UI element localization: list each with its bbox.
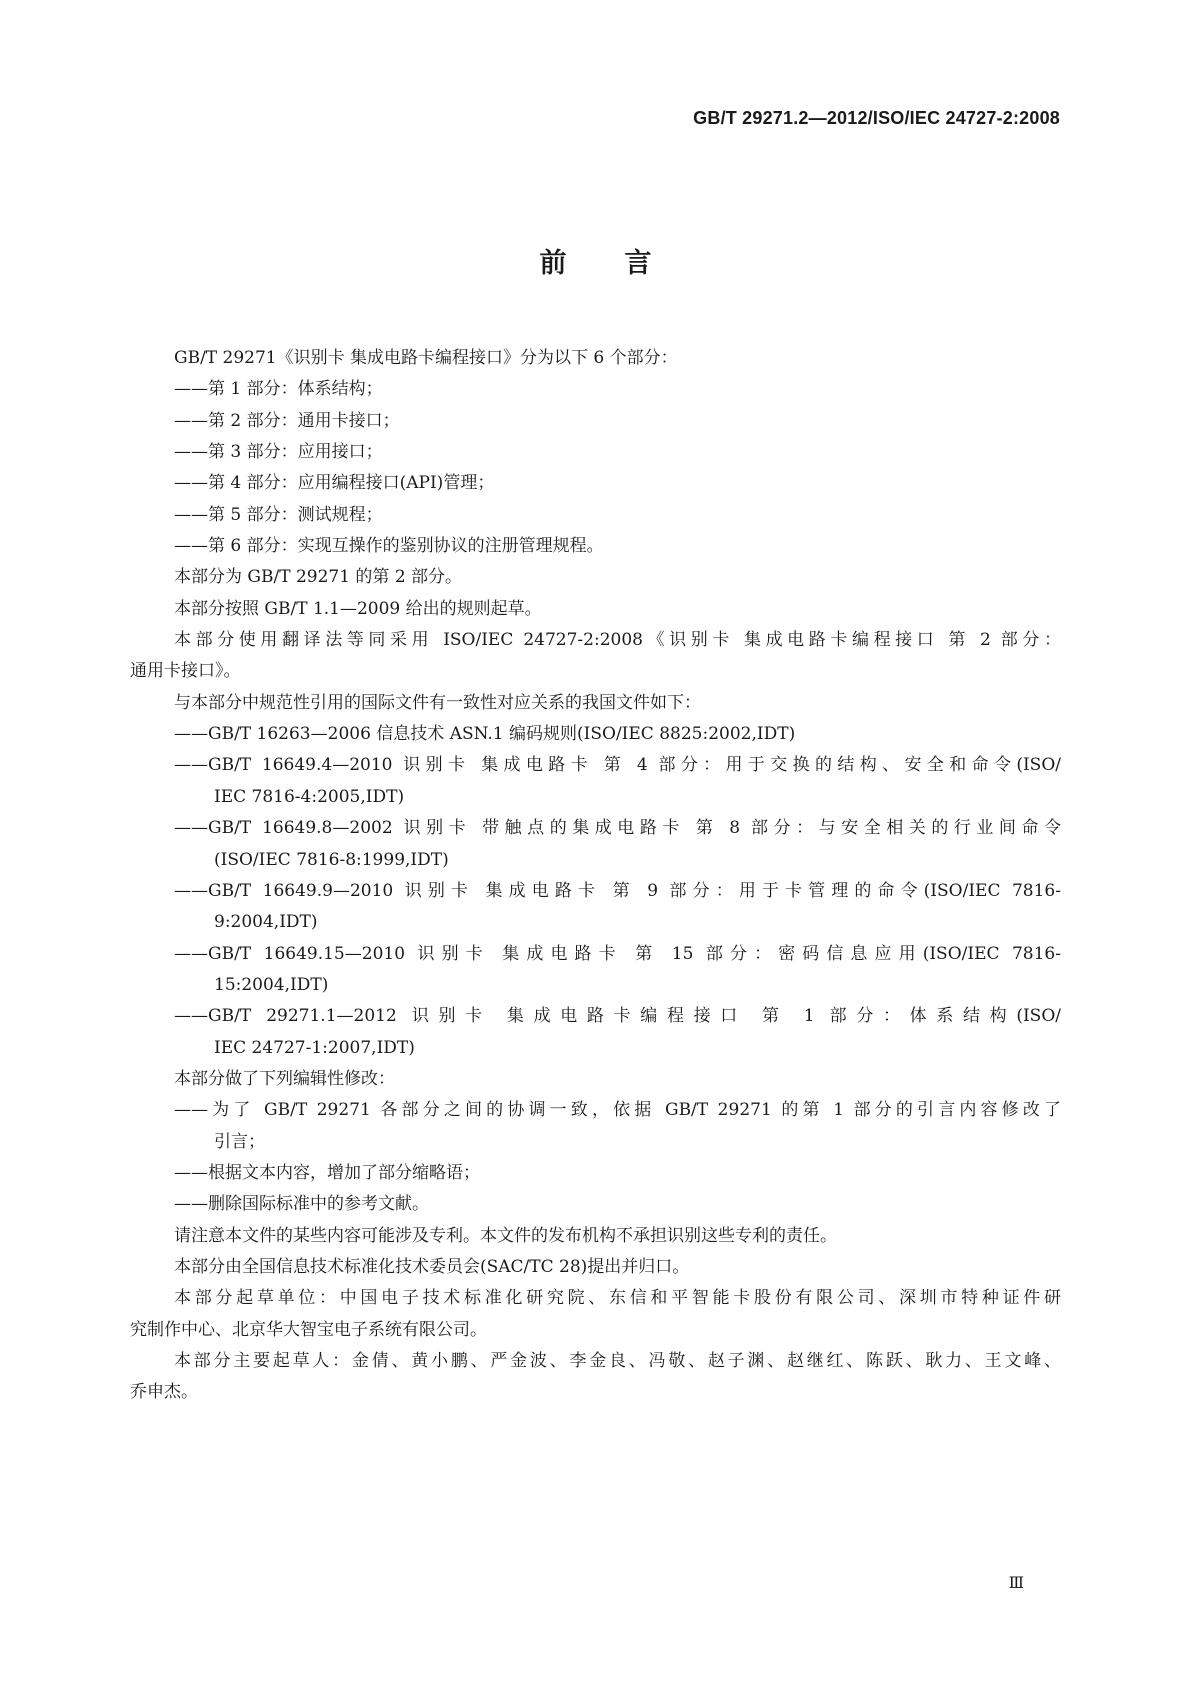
- reference-list-item-continued: IEC 7816-4:2005,IDT): [214, 786, 405, 807]
- page-number: Ⅲ: [1008, 1573, 1023, 1592]
- edit-list-item: ——删除国际标准中的参考文献。: [174, 1194, 429, 1215]
- paragraph-line: 请注意本文件的某些内容可能涉及专利。本文件的发布机构不承担识别这些专利的责任。: [174, 1225, 837, 1246]
- reference-list-item-continued: 15:2004,IDT): [214, 974, 329, 995]
- part-list-item: ——第 3 部分：应用接口；: [174, 442, 383, 463]
- paragraph-line: 本部分为 GB/T 29271 的第 2 部分。: [174, 567, 463, 588]
- foreword-body: [130, 343, 1061, 1409]
- paragraph-line: 本部分使用翻译法等同采用 ISO/IEC 24727-2:2008《识别卡 集成电路卡编程接口 第 2 部分：: [174, 630, 1061, 651]
- edit-list-item: ——为了 GB/T 29271 各部分之间的协调一致，依据 GB/T 29271 的第 1 部分的引言内容修改了: [174, 1100, 1061, 1121]
- paragraph-line: 本部分由全国信息技术标准化技术委员会(SAC/TC 28)提出并归口。: [174, 1256, 690, 1277]
- reference-list-item: ——GB/T 16649.9—2010 识别卡 集成电路卡 第 9 部分：用于卡管理的命令(ISO/IEC 7816-: [174, 880, 1061, 901]
- page-title: 前言: [539, 248, 710, 279]
- paragraph-line: 本部分按照 GB/T 1.1—2009 给出的规则起草。: [174, 598, 542, 619]
- reference-list-item-continued: 9:2004,IDT): [214, 912, 318, 933]
- reference-list-item: ——GB/T 16649.4—2010 识别卡 集成电路卡 第 4 部分：用于交换的结构、安全和命令(ISO/: [174, 755, 1061, 776]
- intro-parts-sentence: GB/T 29271《识别卡 集成电路卡编程接口》分为以下 6 个部分：: [174, 348, 678, 368]
- paragraph-line-continued: 乔申杰。: [130, 1382, 198, 1403]
- edit-list-item: ——根据文本内容，增加了部分缩略语；: [174, 1162, 480, 1183]
- paragraph-line: 本部分做了下列编辑性修改：: [174, 1068, 395, 1089]
- paragraph-line: 本部分起草单位：中国电子技术标准化研究院、东信和平智能卡股份有限公司、深圳市特种证件研: [174, 1288, 1061, 1309]
- reference-list-item: ——GB/T 16649.8—2002 识别卡 带触点的集成电路卡 第 8 部分：与安全相关的行业间命令: [174, 818, 1061, 839]
- part-list-item: ——第 5 部分：测试规程；: [174, 504, 383, 525]
- reference-list-item-continued: (ISO/IEC 7816-8:1999,IDT): [214, 849, 449, 870]
- paragraph-line-continued: 通用卡接口》。: [130, 661, 241, 682]
- reference-list-item: ——GB/T 16263—2006 信息技术 ASN.1 编码规则(ISO/IEC 8825:2002,IDT): [174, 724, 796, 745]
- edit-list-item-continued: 引言；: [214, 1131, 265, 1152]
- paragraph-line-continued: 究制作中心、北京华大智宝电子系统有限公司。: [130, 1319, 487, 1340]
- part-list-item: ——第 1 部分：体系结构；: [174, 379, 383, 400]
- paragraph-line: 与本部分中规范性引用的国际文件有一致性对应关系的我国文件如下：: [174, 692, 701, 713]
- part-list-item: ——第 2 部分：通用卡接口；: [174, 410, 400, 431]
- reference-list-item-continued: IEC 24727-1:2007,IDT): [214, 1037, 415, 1058]
- reference-list-item: ——GB/T 16649.15—2010 识别卡 集成电路卡 第 15 部分：密码信息应用(ISO/IEC 7816-: [174, 943, 1061, 964]
- paragraph-line: 本部分主要起草人：金倩、黄小鹏、严金波、李金良、冯敬、赵子渊、赵继红、陈跃、耿力、王文峰、: [174, 1351, 1061, 1371]
- part-list-item: ——第 6 部分：实现互操作的鉴别协议的注册管理规程。: [174, 536, 604, 557]
- reference-list-item: ——GB/T 29271.1—2012 识别卡 集成电路卡编程接口 第 1 部分：体系结构(ISO/: [174, 1006, 1061, 1027]
- standard-code-header: GB/T 29271.2—2012/ISO/IEC 24727-2:2008: [693, 108, 1060, 128]
- part-list-item: ——第 4 部分：应用编程接口(API)管理；: [174, 473, 495, 494]
